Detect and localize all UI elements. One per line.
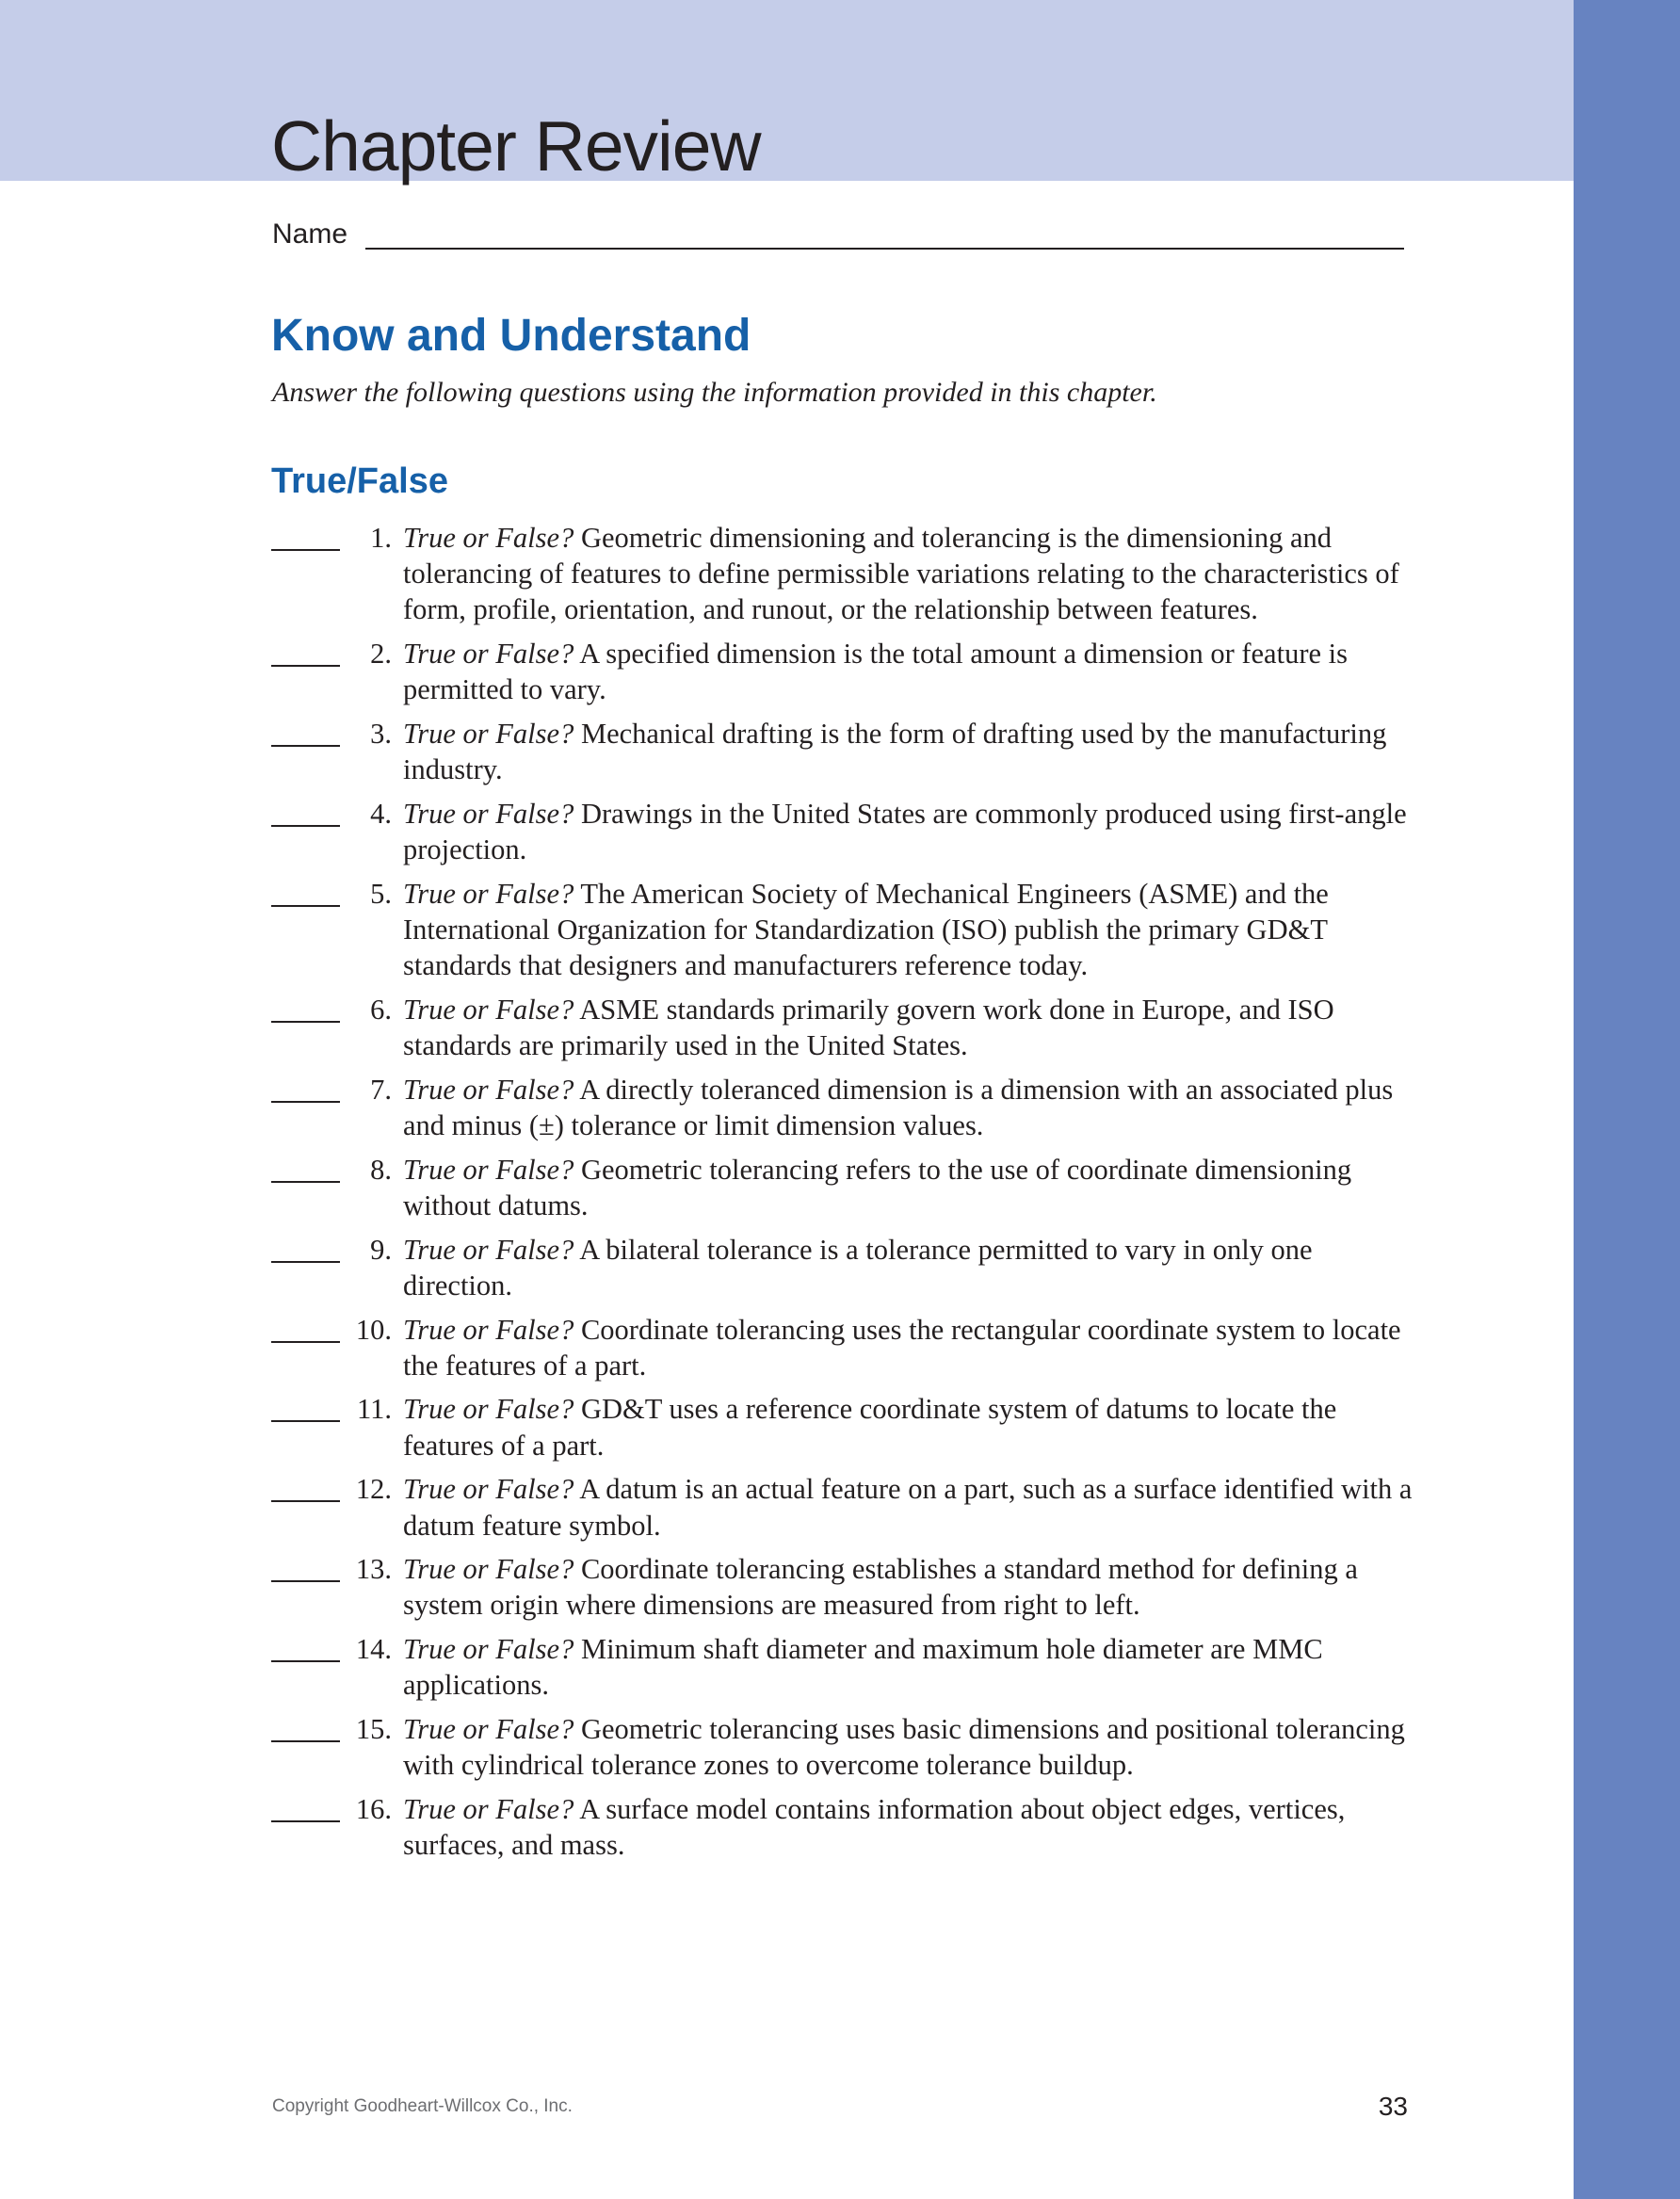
- question-item: [271, 636, 1413, 707]
- question-item: [271, 1391, 1413, 1463]
- question-text: A bilateral tolerance is a tolerance permitted to vary in only one direction.: [403, 1233, 1313, 1302]
- question-text: The American Society of Mechanical Engineers (ASME) and the International Organization for Standardization (ISO) publish the primary GD&T standards that designers and manufacturers reference today.: [403, 877, 1329, 982]
- answer-blank[interactable]: [271, 1660, 340, 1662]
- question-number: 1.: [370, 522, 392, 554]
- answer-blank[interactable]: [271, 1021, 340, 1023]
- question-text: GD&T uses a reference coordinate system of datums to locate the features of a part.: [403, 1393, 1337, 1462]
- question-prompt: True or False?: [403, 993, 574, 1026]
- answer-blank[interactable]: [271, 1101, 340, 1103]
- question-item: [271, 1631, 1413, 1703]
- question-number: 12.: [355, 1473, 392, 1506]
- question-prompt: True or False?: [403, 877, 574, 910]
- answer-blank[interactable]: [271, 1580, 340, 1582]
- question-number: 7.: [370, 1073, 392, 1106]
- question-prompt: True or False?: [403, 1313, 574, 1346]
- question-item: [271, 520, 1413, 628]
- subsection-heading: True/False: [271, 461, 448, 501]
- question-item: [271, 716, 1413, 787]
- question-prompt: True or False?: [403, 1553, 574, 1586]
- answer-blank[interactable]: [271, 905, 340, 907]
- question-text: A specified dimension is the total amount a dimension or feature is permitted to vary.: [403, 638, 1348, 706]
- question-prompt: True or False?: [403, 638, 574, 671]
- answer-blank[interactable]: [271, 1500, 340, 1502]
- question-number: 15.: [355, 1713, 392, 1746]
- question-number: 11.: [357, 1393, 392, 1426]
- question-prompt: True or False?: [403, 1153, 574, 1186]
- answer-blank[interactable]: [271, 665, 340, 667]
- question-prompt: True or False?: [403, 1233, 574, 1266]
- answer-blank[interactable]: [271, 1181, 340, 1183]
- question-item: [271, 876, 1413, 984]
- question-prompt: True or False?: [403, 797, 574, 830]
- name-field[interactable]: [272, 218, 1404, 254]
- question-item: [271, 1072, 1413, 1143]
- question-item: [271, 992, 1413, 1063]
- question-item: [271, 1711, 1413, 1783]
- question-item: [271, 1551, 1413, 1623]
- question-text: A surface model contains information about object edges, vertices, surfaces, and mass.: [403, 1793, 1346, 1862]
- question-number: 6.: [370, 993, 392, 1026]
- question-text: Coordinate tolerancing uses the rectangular coordinate system to locate the features of a part.: [403, 1313, 1401, 1382]
- name-blank-line[interactable]: [365, 248, 1404, 250]
- question-number: 2.: [370, 638, 392, 671]
- question-text: Geometric tolerancing refers to the use of coordinate dimensioning without datums.: [403, 1153, 1352, 1221]
- question-text: Geometric dimensioning and tolerancing is the dimensioning and tolerancing of features to define permissible variations relating to the characteristics of form, profile, orientation, and runout, or the relationship between features.: [403, 522, 1399, 626]
- question-item: [271, 1152, 1413, 1223]
- question-prompt: True or False?: [403, 522, 574, 554]
- question-prompt: True or False?: [403, 1473, 574, 1506]
- answer-blank[interactable]: [271, 745, 340, 747]
- question-number: 5.: [370, 877, 392, 910]
- section-instructions: Answer the following questions using the information provided in this chapter.: [272, 377, 1157, 408]
- question-item: [271, 1312, 1413, 1383]
- question-prompt: True or False?: [403, 1393, 574, 1426]
- question-text: Coordinate tolerancing establishes a standard method for defining a system origin where dimensions are measured from right to left.: [403, 1553, 1358, 1622]
- question-prompt: True or False?: [403, 718, 574, 751]
- name-label: Name: [272, 218, 348, 250]
- answer-blank[interactable]: [271, 1261, 340, 1263]
- question-number: 4.: [370, 797, 392, 830]
- question-list: [271, 520, 1413, 1871]
- header-band: [0, 0, 1574, 186]
- question-prompt: True or False?: [403, 1713, 574, 1746]
- page-number: 33: [1378, 2092, 1408, 2121]
- question-text: Drawings in the United States are commonly produced using first-angle projection.: [403, 797, 1407, 866]
- question-number: 8.: [370, 1153, 392, 1186]
- question-prompt: True or False?: [403, 1073, 574, 1106]
- question-text: Geometric tolerancing uses basic dimensions and positional tolerancing with cylindrical tolerance zones to overcome tolerance buildup.: [403, 1713, 1405, 1782]
- answer-blank[interactable]: [271, 825, 340, 827]
- question-text: A datum is an actual feature on a part, such as a surface identified with a datum feature symbol.: [403, 1473, 1413, 1542]
- section-heading: Know and Understand: [271, 311, 751, 361]
- chapter-title: Chapter Review: [271, 106, 761, 186]
- answer-blank[interactable]: [271, 1820, 340, 1822]
- question-number: 16.: [355, 1793, 392, 1825]
- question-number: 10.: [355, 1313, 392, 1346]
- question-number: 14.: [355, 1633, 392, 1666]
- copyright-notice: Copyright Goodheart-Willcox Co., Inc.: [272, 2096, 573, 2116]
- question-number: 13.: [355, 1553, 392, 1586]
- answer-blank[interactable]: [271, 1740, 340, 1742]
- question-text: Minimum shaft diameter and maximum hole diameter are MMC applications.: [403, 1633, 1323, 1702]
- question-text: A directly toleranced dimension is a dimension with an associated plus and minus (±) tolerance or limit dimension values.: [403, 1073, 1394, 1142]
- question-text: Mechanical drafting is the form of drafting used by the manufacturing industry.: [403, 718, 1387, 786]
- answer-blank[interactable]: [271, 1341, 340, 1343]
- question-item: [271, 1471, 1413, 1543]
- question-item: [271, 796, 1413, 867]
- answer-blank[interactable]: [271, 1420, 340, 1422]
- question-prompt: True or False?: [403, 1633, 574, 1666]
- question-number: 9.: [370, 1233, 392, 1266]
- question-text: ASME standards primarily govern work done in Europe, and ISO standards are primarily used in the United States.: [403, 993, 1334, 1062]
- side-color-bar: [1574, 0, 1680, 2199]
- question-number: 3.: [370, 718, 392, 751]
- question-item: [271, 1232, 1413, 1303]
- question-prompt: True or False?: [403, 1793, 574, 1825]
- answer-blank[interactable]: [271, 549, 340, 551]
- question-item: [271, 1791, 1413, 1863]
